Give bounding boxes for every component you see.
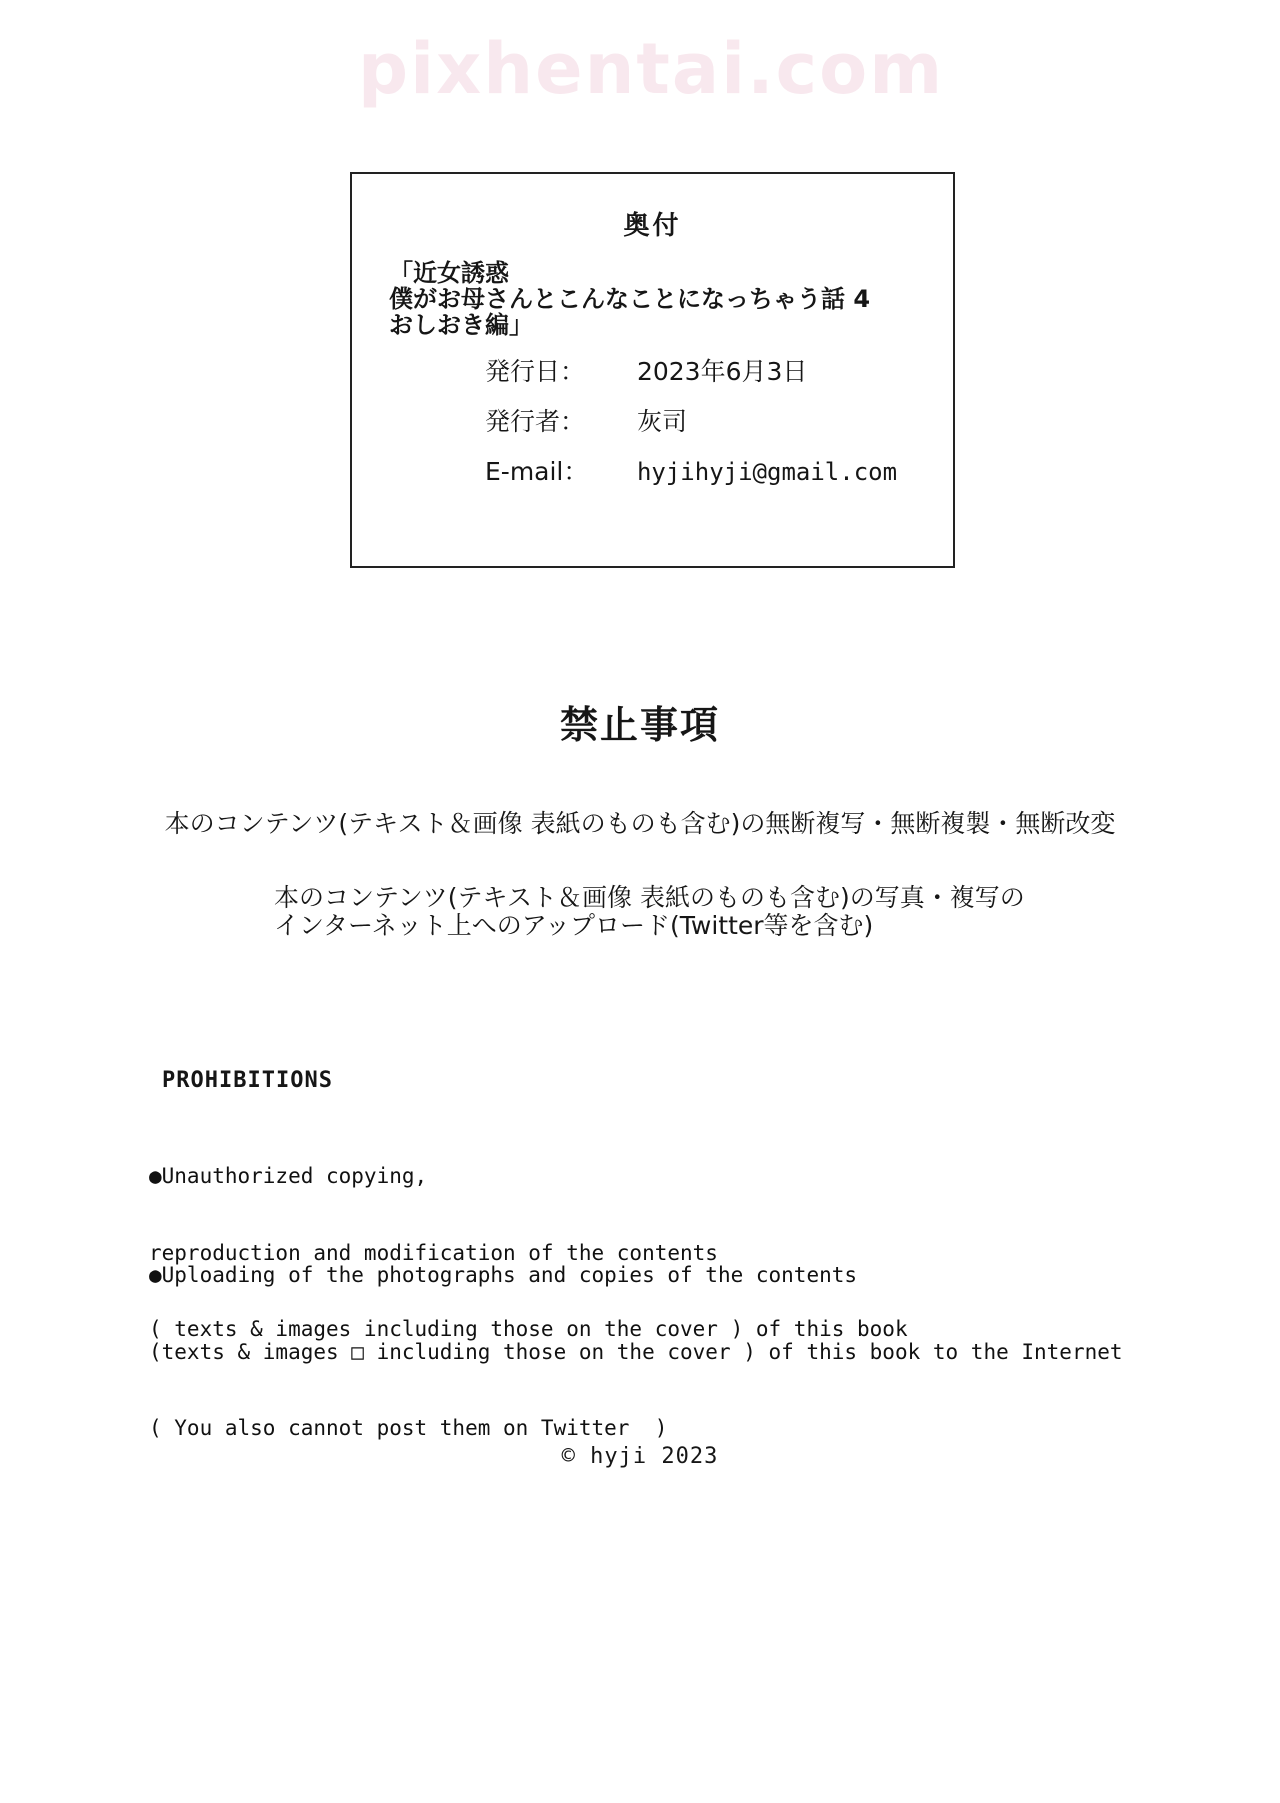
publisher-value: 灰司	[636, 407, 687, 436]
prohibition-en-upload	[149, 1212, 1123, 1467]
email-value: hyjihyji@gmail.com	[636, 458, 898, 486]
publisher-label: 発行者：	[485, 407, 586, 436]
colophon-box	[350, 172, 955, 568]
colophon-heading: 奥付	[623, 211, 682, 241]
book-title-line-3: おしおき編」	[389, 311, 533, 339]
book-title-line-2: 僕がお母さんとこんなことになっちゃう話 4	[389, 285, 871, 313]
prohibition-en-upload-line-1: ●Uploading of the photographs and copies of the contents	[149, 1263, 858, 1287]
prohibition-en-upload-line-3: ( You also cannot post them on Twitter )	[149, 1416, 668, 1440]
prohibition-ja-upload-line-2: インターネット上へのアップロード(Twitter等を含む)	[274, 911, 874, 940]
prohibition-ja-upload	[274, 884, 1025, 940]
prohibitions-heading-ja: 禁止事項	[559, 703, 720, 747]
prohibition-en-copying-line-1: ●Unauthorized copying,	[149, 1164, 428, 1188]
prohibition-ja-upload-line-1: 本のコンテンツ(テキスト＆画像 表紙のものも含む)の写真・複写の	[274, 883, 1025, 912]
prohibitions-heading-en: PROHIBITIONS	[162, 1068, 333, 1093]
publication-date-value: 2023年6月3日	[636, 357, 808, 386]
publication-date-label: 発行日：	[485, 357, 586, 386]
prohibition-en-copying-line-2: reproduction and modification of the contents	[149, 1240, 718, 1265]
publication-date-row	[485, 352, 807, 388]
prohibition-ja-copying: 本のコンテンツ(テキスト＆画像 表紙のものも含む)の無断複写・無断複製・無断改変	[164, 809, 1116, 838]
publisher-row	[485, 402, 687, 438]
prohibition-en-upload-line-2: (texts & images □ including those on the cover ) of this book to the Internet	[149, 1339, 1123, 1364]
book-title	[389, 260, 870, 338]
site-watermark: pixhentai.com	[358, 28, 945, 110]
email-row	[485, 452, 897, 488]
email-label: E-mail：	[485, 457, 589, 486]
book-title-line-1: 「近女誘惑	[389, 259, 509, 287]
prohibition-en-copying-line-3: ( texts & images including those on the cover ) of this book	[149, 1317, 908, 1341]
copyright-notice: © hyji 2023	[561, 1444, 719, 1469]
